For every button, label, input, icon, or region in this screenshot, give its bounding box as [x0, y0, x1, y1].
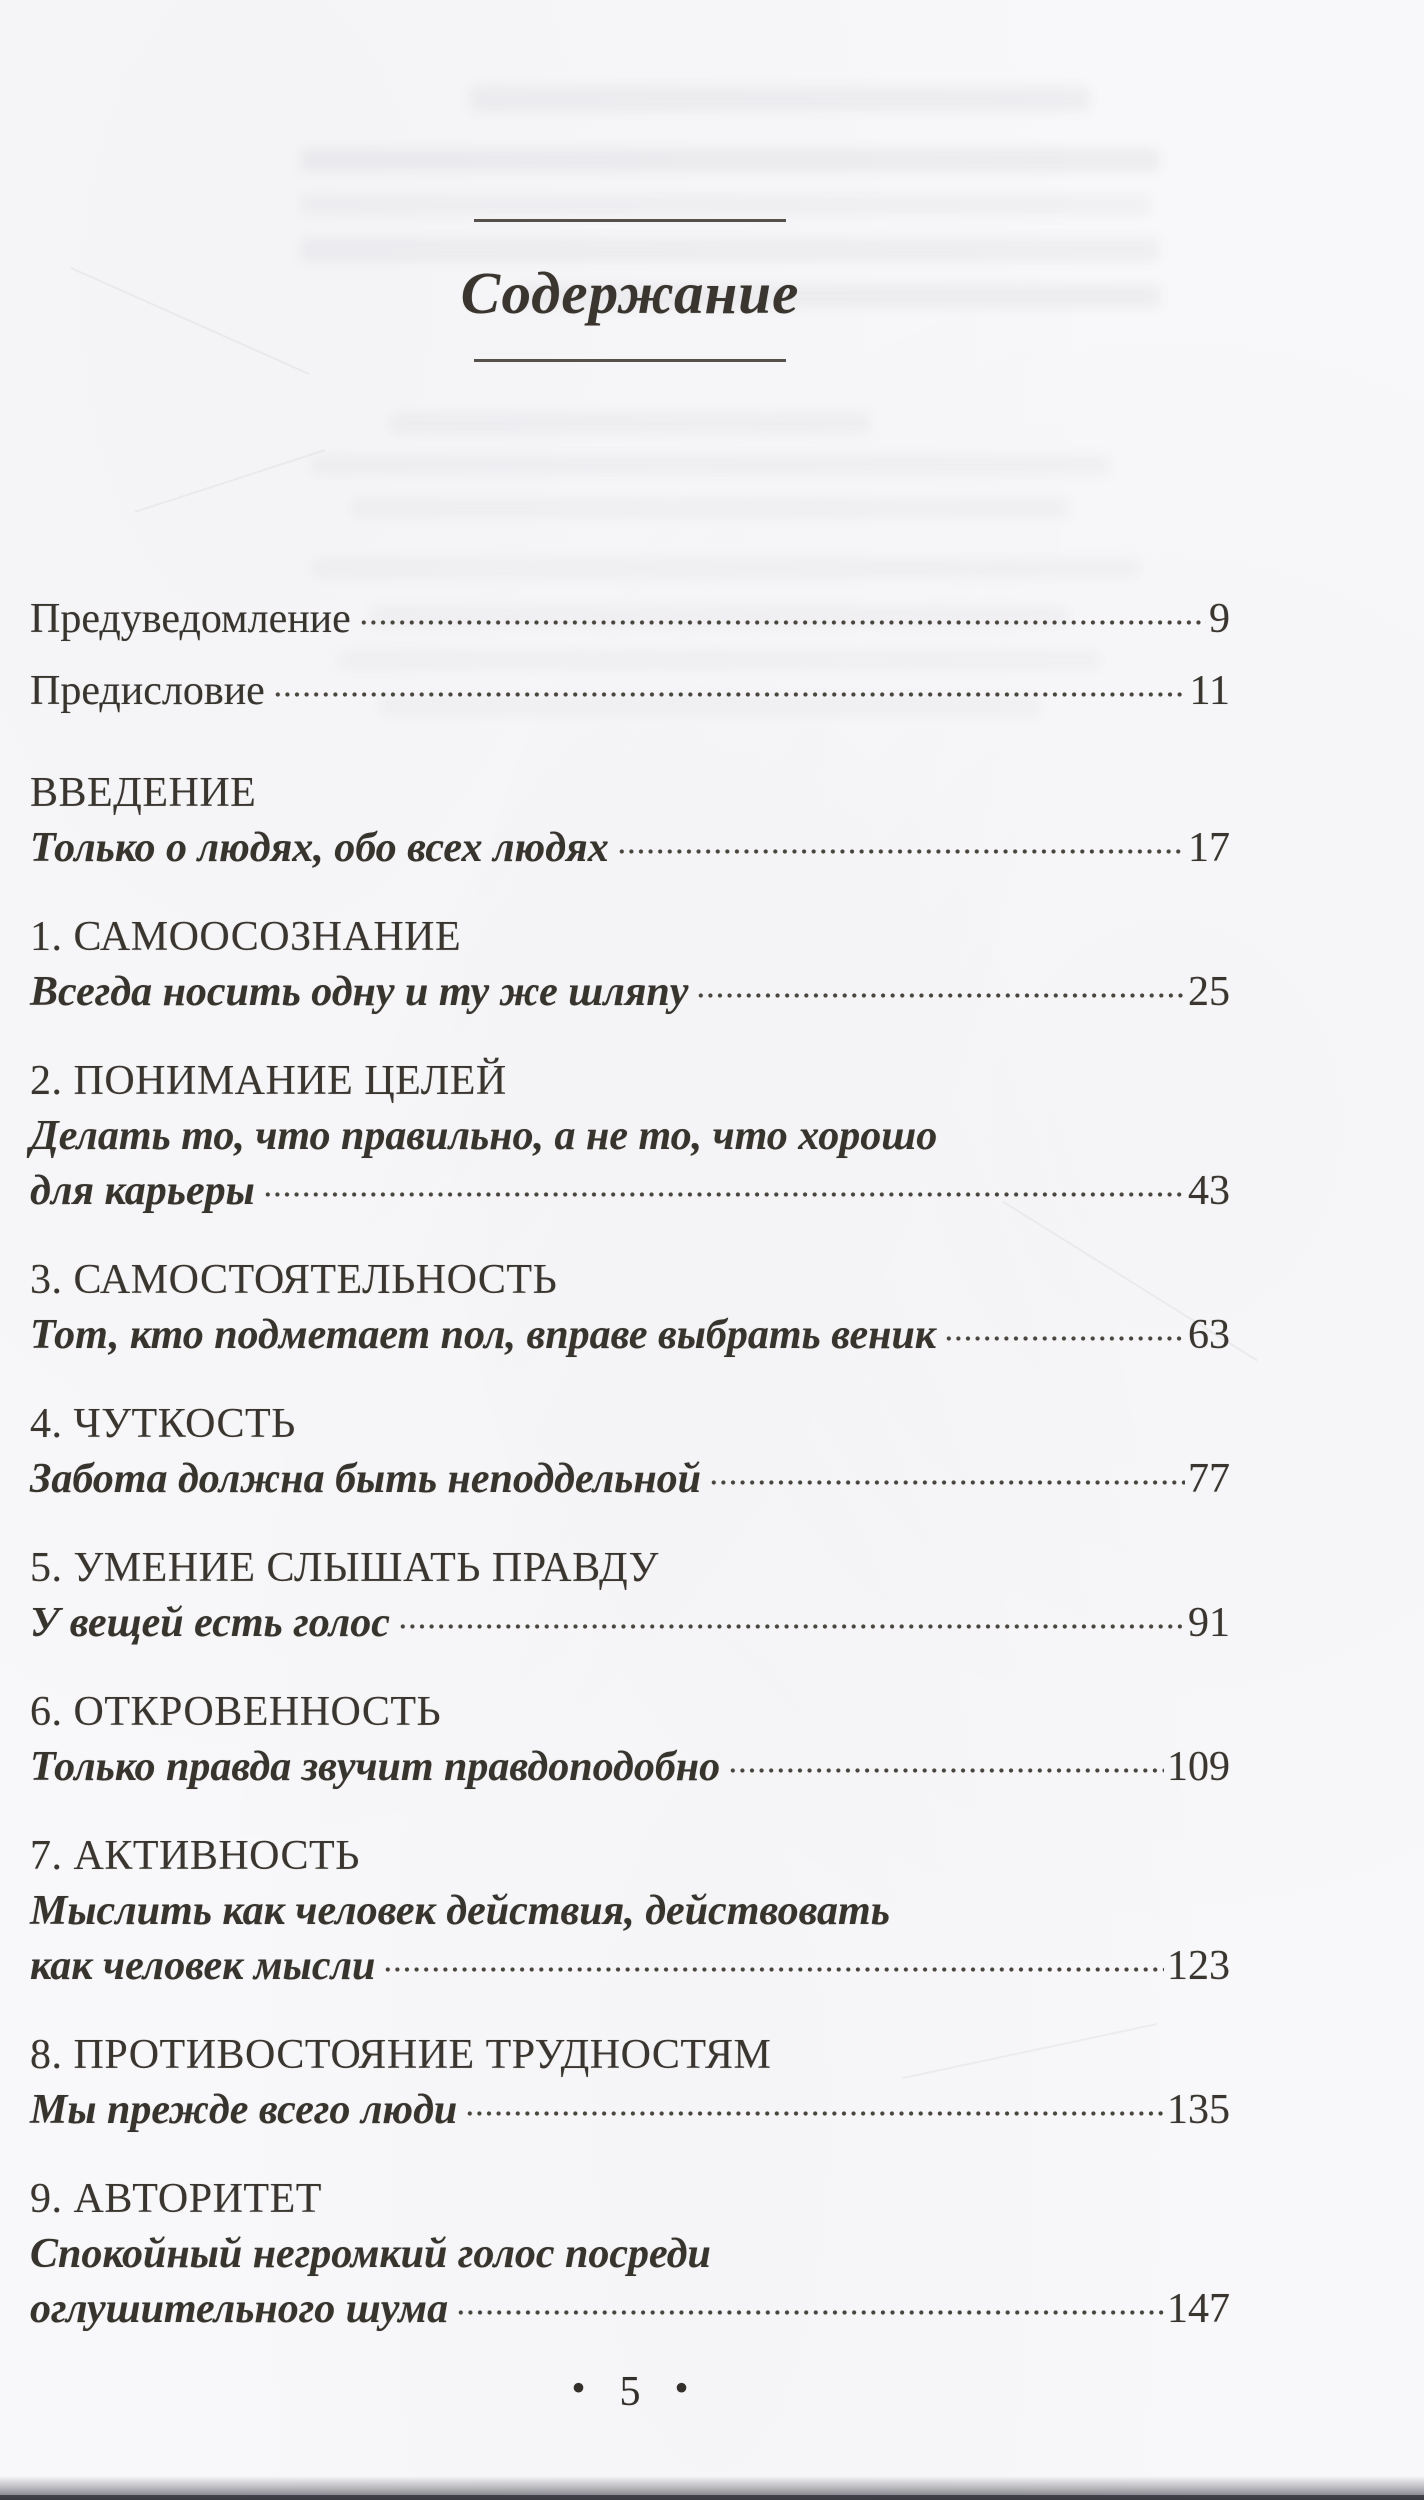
- title-block: [30, 219, 1230, 362]
- page-number: 17: [1188, 824, 1230, 871]
- chapter-heading: 2. ПОНИМАНИЕ ЦЕЛЕЙ: [30, 1057, 507, 1104]
- toc-entry-chapter-5: [30, 1541, 1230, 1651]
- toc-entry-chapter-2: [30, 1054, 1230, 1219]
- toc-content: [30, 0, 1230, 2371]
- page-number: 91: [1188, 1599, 1230, 1646]
- chapter-subtitle: Спокойный негромкий голос посреди: [30, 2230, 711, 2277]
- chapter-heading: 3. САМОСТОЯТЕЛЬНОСТЬ: [30, 1256, 558, 1303]
- page-number: 77: [1188, 1455, 1230, 1502]
- page-title: Содержание: [460, 260, 800, 326]
- chapter-heading: 8. ПРОТИВОСТОЯНИЕ ТРУДНОСТЯМ: [30, 2031, 772, 2078]
- toc-entry-vvedenie: [30, 766, 1230, 876]
- toc-entry-chapter-9: [30, 2172, 1230, 2337]
- toc-entry-preduvedomlenie: [30, 592, 1230, 647]
- chapter-heading: 7. АКТИВНОСТЬ: [30, 1832, 360, 1879]
- footer-bullet-left: •: [571, 2365, 586, 2410]
- chapter-subtitle: Только о людях, обо всех людях: [30, 824, 609, 871]
- chapter-subtitle: как человек мысли: [30, 1942, 376, 1989]
- chapter-subtitle-row: [30, 2282, 1230, 2337]
- chapter-subtitle: Только правда звучит правдоподобно: [30, 1743, 721, 1790]
- chapter-heading: 9. АВТОРИТЕТ: [30, 2175, 322, 2222]
- page-number: 135: [1167, 2086, 1230, 2133]
- chapter-subtitle-row: [30, 965, 1230, 1020]
- page-footer: [30, 2365, 1230, 2416]
- scan-bottom-shadow: [0, 2476, 1424, 2500]
- chapter-list: [30, 766, 1230, 2337]
- page-number: 109: [1167, 1743, 1230, 1790]
- entry-label: Предуведомление: [30, 595, 351, 642]
- chapter-subtitle-row: [30, 1452, 1230, 1507]
- chapter-heading: ВВЕДЕНИЕ: [30, 769, 257, 816]
- chapter-subtitle-row: [30, 1939, 1230, 1994]
- toc-entry-chapter-8: [30, 2028, 1230, 2138]
- page-number: 9: [1209, 595, 1230, 642]
- chapter-heading: 5. УМЕНИЕ СЛЫШАТЬ ПРАВДУ: [30, 1544, 659, 1591]
- chapter-heading: 6. ОТКРОВЕННОСТЬ: [30, 1688, 442, 1735]
- chapter-subtitle-row: [30, 1308, 1230, 1363]
- chapter-heading: 4. ЧУТКОСТЬ: [30, 1400, 296, 1447]
- page-number: 147: [1167, 2285, 1230, 2332]
- chapter-subtitle: оглушительного шума: [30, 2285, 449, 2332]
- page-number: 25: [1188, 968, 1230, 1015]
- chapter-subtitle-row: [30, 1164, 1230, 1219]
- toc-entry-chapter-3: [30, 1253, 1230, 1363]
- chapter-subtitle: Мыслить как человек действия, действовать: [30, 1887, 890, 1934]
- chapter-subtitle-row: [30, 1596, 1230, 1651]
- toc-entry-predislovie: [30, 664, 1230, 719]
- page-number: 63: [1188, 1311, 1230, 1358]
- scan-bottom-edge: [0, 2495, 1424, 2500]
- chapter-subtitle-row: [30, 2083, 1230, 2138]
- chapter-subtitle: Всегда носить одну и ту же шляпу: [30, 968, 689, 1015]
- chapter-subtitle-row: [30, 821, 1230, 876]
- toc-entry-chapter-6: [30, 1685, 1230, 1795]
- title-rule-bottom: [474, 359, 786, 362]
- chapter-subtitle: Делать то, что правильно, а не то, что хорошо: [30, 1112, 938, 1159]
- page-number: 11: [1189, 667, 1230, 714]
- page-number: 123: [1167, 1942, 1230, 1989]
- chapter-subtitle: Забота должна быть неподдельной: [30, 1455, 702, 1502]
- page-number: 43: [1188, 1167, 1230, 1214]
- toc-entry-chapter-7: [30, 1829, 1230, 1994]
- table-of-contents: [30, 592, 1230, 2337]
- chapter-subtitle: Тот, кто подметает пол, вправе выбрать веник: [30, 1311, 937, 1358]
- entry-label: Предисловие: [30, 667, 265, 714]
- toc-entry-chapter-4: [30, 1397, 1230, 1507]
- title-rule-top: [474, 219, 786, 222]
- footer-bullet-right: •: [674, 2365, 689, 2410]
- toc-entry-chapter-1: [30, 910, 1230, 1020]
- chapter-subtitle: У вещей есть голос: [30, 1599, 390, 1646]
- chapter-heading: 1. САМООСОЗНАНИЕ: [30, 913, 462, 960]
- chapter-subtitle: для карьеры: [30, 1167, 255, 1214]
- folio-page-number: 5: [619, 2369, 641, 2415]
- chapter-subtitle-row: [30, 1740, 1230, 1795]
- chapter-subtitle: Мы прежде всего люди: [30, 2086, 458, 2133]
